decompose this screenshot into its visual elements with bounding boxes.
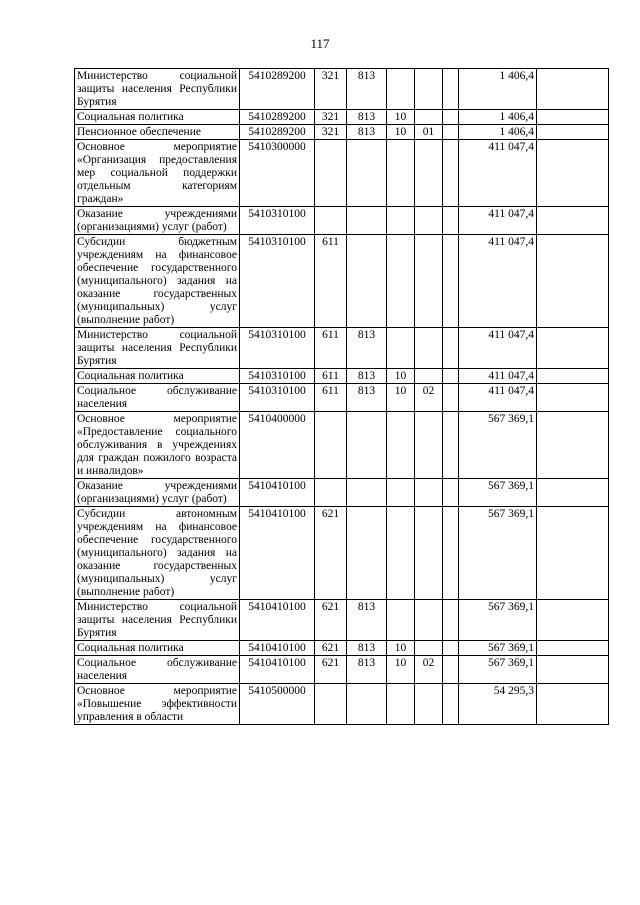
row-name: Министерство социальной защиты населения Республики Бурятия xyxy=(75,328,240,369)
row-empty-cell xyxy=(443,369,459,384)
row-amount: 54 295,3 xyxy=(459,684,537,725)
row-empty-cell xyxy=(537,235,609,328)
row-name: Субсидии бюджетным учреждениям на финансовое обеспечение государственного (муниципального) задания на оказание государственных (муниципальных) услуг (выполнение работ) xyxy=(75,235,240,328)
row-administrator: 813 xyxy=(347,384,387,412)
row-empty-cell xyxy=(537,110,609,125)
row-target-code: 5410310100 xyxy=(240,207,315,235)
row-name: Министерство социальной защиты населения Республики Бурятия xyxy=(75,69,240,110)
table-row xyxy=(75,235,609,328)
row-empty-cell xyxy=(443,140,459,207)
row-target-code: 5410410100 xyxy=(240,479,315,507)
row-administrator: 813 xyxy=(347,328,387,369)
row-subsection: 02 xyxy=(415,384,443,412)
row-section xyxy=(387,207,415,235)
table-row xyxy=(75,656,609,684)
row-empty-cell xyxy=(537,479,609,507)
row-section: 10 xyxy=(387,384,415,412)
row-empty-cell xyxy=(537,600,609,641)
budget-table xyxy=(74,68,609,725)
row-section: 10 xyxy=(387,110,415,125)
row-amount: 567 369,1 xyxy=(459,479,537,507)
table-row xyxy=(75,479,609,507)
row-empty-cell xyxy=(537,369,609,384)
table-row xyxy=(75,207,609,235)
row-amount: 567 369,1 xyxy=(459,641,537,656)
row-subsection xyxy=(415,369,443,384)
row-name: Оказание учреждениями (организациями) услуг (работ) xyxy=(75,207,240,235)
row-amount: 1 406,4 xyxy=(459,110,537,125)
row-subsection xyxy=(415,207,443,235)
row-administrator xyxy=(347,140,387,207)
row-empty-cell xyxy=(443,235,459,328)
row-section xyxy=(387,507,415,600)
row-expense-type xyxy=(315,207,347,235)
row-administrator xyxy=(347,235,387,328)
row-empty-cell xyxy=(443,656,459,684)
row-name: Пенсионное обеспечение xyxy=(75,125,240,140)
row-name: Основное мероприятие «Повышение эффективности управления в области xyxy=(75,684,240,725)
row-empty-cell xyxy=(443,125,459,140)
row-empty-cell xyxy=(537,684,609,725)
row-section xyxy=(387,328,415,369)
row-administrator: 813 xyxy=(347,656,387,684)
row-administrator xyxy=(347,479,387,507)
row-section xyxy=(387,684,415,725)
row-name: Субсидии автономным учреждениям на финансовое обеспечение государственного (муниципального) задания на оказание государственных (муниципальных) услуг (выполнение работ) xyxy=(75,507,240,600)
table-row xyxy=(75,641,609,656)
row-expense-type: 621 xyxy=(315,656,347,684)
row-section xyxy=(387,69,415,110)
table-row xyxy=(75,69,609,110)
row-amount: 567 369,1 xyxy=(459,412,537,479)
row-subsection xyxy=(415,641,443,656)
row-administrator: 813 xyxy=(347,641,387,656)
row-expense-type xyxy=(315,684,347,725)
row-section: 10 xyxy=(387,641,415,656)
row-amount: 567 369,1 xyxy=(459,507,537,600)
table-row xyxy=(75,600,609,641)
row-administrator xyxy=(347,207,387,235)
row-expense-type: 611 xyxy=(315,369,347,384)
row-empty-cell xyxy=(443,641,459,656)
row-expense-type: 621 xyxy=(315,641,347,656)
table-row xyxy=(75,369,609,384)
row-amount: 411 047,4 xyxy=(459,140,537,207)
row-name: Оказание учреждениями (организациями) услуг (работ) xyxy=(75,479,240,507)
row-expense-type xyxy=(315,140,347,207)
row-amount: 411 047,4 xyxy=(459,235,537,328)
row-administrator: 813 xyxy=(347,600,387,641)
row-section xyxy=(387,600,415,641)
row-section: 10 xyxy=(387,656,415,684)
row-administrator xyxy=(347,684,387,725)
row-target-code: 5410289200 xyxy=(240,110,315,125)
row-empty-cell xyxy=(443,479,459,507)
row-empty-cell xyxy=(537,140,609,207)
row-subsection xyxy=(415,69,443,110)
row-empty-cell xyxy=(443,684,459,725)
row-section: 10 xyxy=(387,125,415,140)
row-subsection xyxy=(415,412,443,479)
row-administrator: 813 xyxy=(347,125,387,140)
table-row xyxy=(75,110,609,125)
row-empty-cell xyxy=(443,600,459,641)
row-amount: 1 406,4 xyxy=(459,125,537,140)
row-expense-type: 611 xyxy=(315,328,347,369)
row-subsection xyxy=(415,110,443,125)
row-empty-cell xyxy=(443,507,459,600)
table-row xyxy=(75,684,609,725)
row-administrator: 813 xyxy=(347,369,387,384)
row-subsection xyxy=(415,684,443,725)
row-amount: 567 369,1 xyxy=(459,656,537,684)
row-target-code: 5410400000 xyxy=(240,412,315,479)
row-amount: 411 047,4 xyxy=(459,369,537,384)
table-row xyxy=(75,125,609,140)
row-name: Министерство социальной защиты населения Республики Бурятия xyxy=(75,600,240,641)
row-target-code: 5410310100 xyxy=(240,235,315,328)
row-empty-cell xyxy=(443,384,459,412)
row-subsection xyxy=(415,235,443,328)
row-subsection xyxy=(415,479,443,507)
row-empty-cell xyxy=(443,412,459,479)
table-row xyxy=(75,328,609,369)
row-empty-cell xyxy=(537,641,609,656)
row-name: Социальная политика xyxy=(75,641,240,656)
row-subsection xyxy=(415,328,443,369)
row-section xyxy=(387,235,415,328)
row-target-code: 5410310100 xyxy=(240,328,315,369)
row-name: Основное мероприятие «Предоставление социального обслуживания в учреждениях для граждан пожилого возраста и инвалидов» xyxy=(75,412,240,479)
row-expense-type: 611 xyxy=(315,384,347,412)
row-target-code: 5410310100 xyxy=(240,369,315,384)
row-section xyxy=(387,412,415,479)
row-empty-cell xyxy=(537,412,609,479)
row-expense-type: 321 xyxy=(315,69,347,110)
row-target-code: 5410500000 xyxy=(240,684,315,725)
row-section xyxy=(387,479,415,507)
row-amount: 567 369,1 xyxy=(459,600,537,641)
table-row xyxy=(75,412,609,479)
row-empty-cell xyxy=(537,69,609,110)
row-target-code: 5410410100 xyxy=(240,641,315,656)
table-row xyxy=(75,384,609,412)
row-name: Социальное обслуживание населения xyxy=(75,384,240,412)
row-expense-type: 321 xyxy=(315,125,347,140)
row-target-code: 5410410100 xyxy=(240,656,315,684)
table-row xyxy=(75,507,609,600)
row-empty-cell xyxy=(537,328,609,369)
row-target-code: 5410289200 xyxy=(240,69,315,110)
row-subsection xyxy=(415,507,443,600)
row-expense-type xyxy=(315,479,347,507)
row-target-code: 5410410100 xyxy=(240,507,315,600)
row-empty-cell xyxy=(443,110,459,125)
row-administrator xyxy=(347,507,387,600)
row-section xyxy=(387,140,415,207)
row-empty-cell xyxy=(537,656,609,684)
row-subsection: 01 xyxy=(415,125,443,140)
row-administrator: 813 xyxy=(347,69,387,110)
row-administrator: 813 xyxy=(347,110,387,125)
row-empty-cell xyxy=(443,207,459,235)
row-expense-type xyxy=(315,412,347,479)
row-subsection xyxy=(415,140,443,207)
row-amount: 411 047,4 xyxy=(459,384,537,412)
row-empty-cell xyxy=(537,125,609,140)
row-name: Основное мероприятие «Организация предоставления мер социальной поддержки отдельным категориям граждан» xyxy=(75,140,240,207)
row-subsection: 02 xyxy=(415,656,443,684)
row-amount: 1 406,4 xyxy=(459,69,537,110)
row-name: Социальное обслуживание населения xyxy=(75,656,240,684)
row-target-code: 5410410100 xyxy=(240,600,315,641)
row-target-code: 5410289200 xyxy=(240,125,315,140)
row-expense-type: 621 xyxy=(315,507,347,600)
row-administrator xyxy=(347,412,387,479)
row-empty-cell xyxy=(443,69,459,110)
row-section: 10 xyxy=(387,369,415,384)
row-empty-cell xyxy=(443,328,459,369)
table-row xyxy=(75,140,609,207)
row-expense-type: 621 xyxy=(315,600,347,641)
row-subsection xyxy=(415,600,443,641)
row-empty-cell xyxy=(537,507,609,600)
row-amount: 411 047,4 xyxy=(459,328,537,369)
row-empty-cell xyxy=(537,207,609,235)
row-name: Социальная политика xyxy=(75,369,240,384)
row-target-code: 5410300000 xyxy=(240,140,315,207)
row-amount: 411 047,4 xyxy=(459,207,537,235)
row-expense-type: 611 xyxy=(315,235,347,328)
row-empty-cell xyxy=(537,384,609,412)
row-name: Социальная политика xyxy=(75,110,240,125)
row-target-code: 5410310100 xyxy=(240,384,315,412)
page-number: 117 xyxy=(310,36,330,51)
row-expense-type: 321 xyxy=(315,110,347,125)
